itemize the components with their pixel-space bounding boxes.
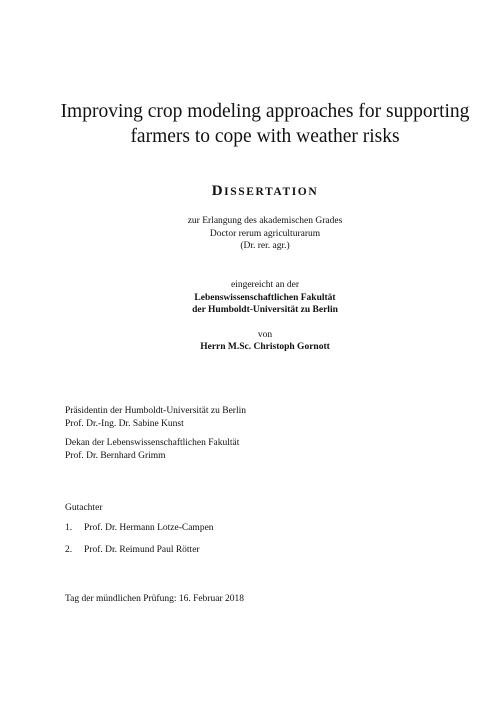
reviewer-name: Prof. Dr. Reimund Paul Rötter [84, 545, 200, 555]
title-line-2: farmers to cope with weather risks [130, 126, 400, 147]
document-type-rest: ISSERTATION [224, 186, 319, 198]
reviewer-name: Prof. Dr. Hermann Lotze-Campen [84, 523, 214, 533]
degree-line-1: zur Erlangung des akademischen Grades [187, 216, 343, 226]
university-name: der Humboldt-Universität zu Berlin [192, 305, 338, 315]
degree-line-3: (Dr. rer. agr.) [240, 241, 290, 251]
degree-info [40, 215, 490, 253]
reviewers-label: Gutachter [65, 503, 103, 513]
title-line-1: Improving crop modeling approaches for supporting [60, 101, 470, 122]
dean-title: Dekan der Lebenswissenschaftlichen Fakultät [65, 438, 240, 448]
dissertation-title [40, 99, 490, 149]
by-label: von [257, 330, 273, 340]
reviewer-item [65, 522, 214, 535]
submitted-intro: eingereicht an der [230, 280, 300, 290]
author-name: Herrn M.Sc. Christoph Gornott [200, 342, 330, 352]
degree-line-2: Doctor rerum agriculturarum [209, 228, 321, 239]
submission-info [40, 279, 490, 317]
oral-exam-date: Tag der mündlichen Prüfung: 16. Februar 2018 [65, 594, 245, 604]
reviewer-number: 1. [65, 523, 73, 533]
president-info [65, 405, 246, 430]
faculty-name: Lebenswissenschaftlichen Fakultät [194, 292, 336, 303]
dean-info [65, 437, 239, 462]
document-type-initial: D [211, 183, 225, 199]
dean-name: Prof. Dr. Bernhard Grimm [65, 450, 166, 461]
president-name: Prof. Dr.-Ing. Dr. Sabine Kunst [65, 418, 184, 429]
document-type-heading [40, 181, 490, 202]
president-title: Präsidentin der Humboldt-Universität zu Berlin [65, 406, 246, 416]
reviewer-number: 2. [65, 545, 73, 555]
reviewer-item [65, 544, 200, 557]
